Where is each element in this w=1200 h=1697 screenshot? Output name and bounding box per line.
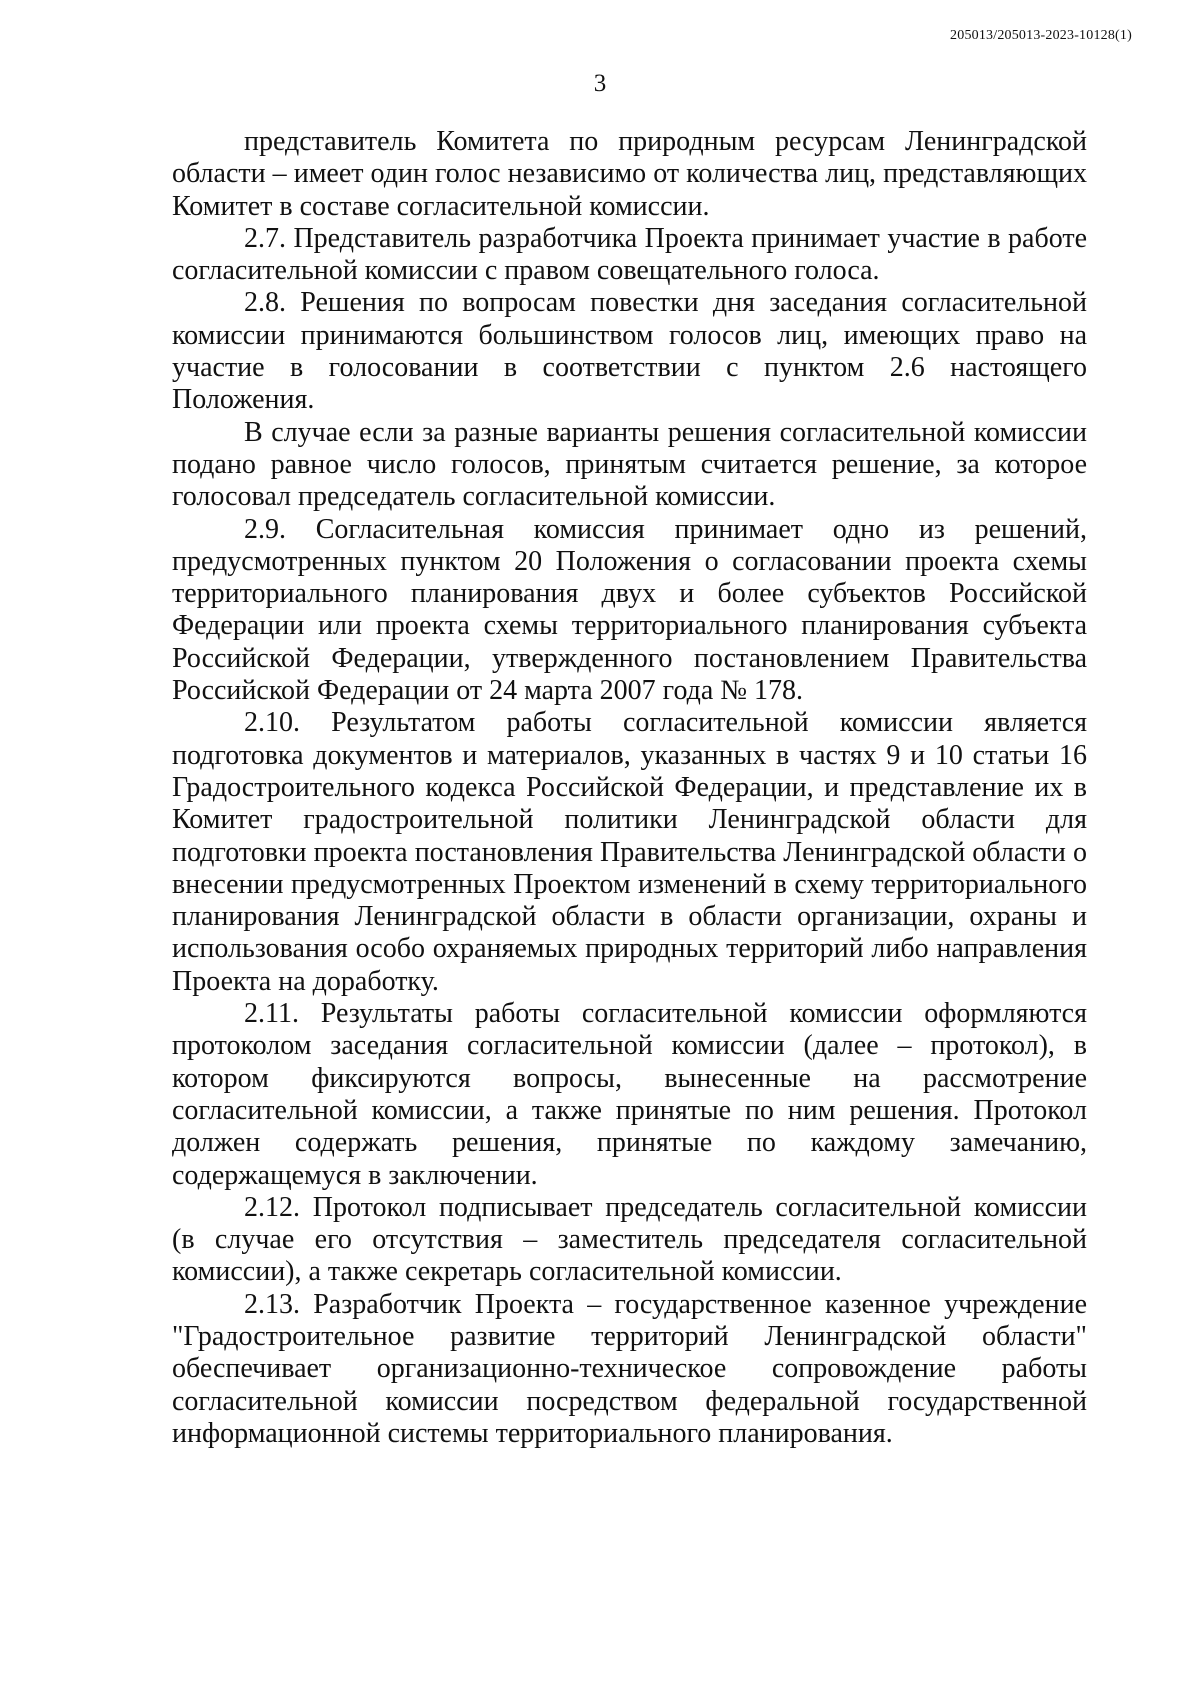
paragraph-2-12: 2.12. Протокол подписывает председатель согласительной комиссии (в случае его отсутствия – заместитель председателя согласительной комиссии), а также секретарь согласительной комиссии. — [172, 1191, 1087, 1288]
page-number: 3 — [593, 70, 607, 97]
paragraph-committee-vote: представитель Комитета по природным ресурсам Ленинградской области – имеет один голос независимо от количества лиц, представляющих Комитет в составе согласительной комиссии. — [172, 126, 1087, 222]
paragraph-2-10: 2.10. Результатом работы согласительной комиссии является подготовка документов и материалов, указанных в частях 9 и 10 статьи 16 Градостроительного кодекса Российской Федерации, и представление их в Комитет градостроительной политики Ленинградской области для подготовки проекта постановления Правительства Ленинградской области о внесении предусмотренных Проектом изменений в схему территориального планирования Ленинградской области в области организации, охраны и использования особо охраняемых природных территорий либо направления Проекта на доработку. — [172, 707, 1087, 997]
paragraph-2-13: 2.13. Разработчик Проекта – государственное казенное учреждение "Градостроительное развитие территорий Ленинградской области" обеспечивает организационно-техническое сопровождение работы согласительной комиссии посредством федеральной государственной информационной системы территориального планирования. — [172, 1288, 1087, 1449]
paragraph-2-9: 2.9. Согласительная комиссия принимает одно из решений, предусмотренных пунктом 20 Положения о согласовании проекта схемы территориального планирования двух и более субъектов Российской Федерации или проекта схемы территориального планирования субъекта Российской Федерации, утвержденного постановлением Правительства Российской Федерации от 24 марта 2007 года № 178. — [172, 513, 1087, 707]
paragraph-2-8: 2.8. Решения по вопросам повестки дня заседания согласительной комиссии принимаются большинством голосов лиц, имеющих право на участие в голосовании в соответствии с пунктом 2.6 настоящего Положения. — [172, 287, 1087, 416]
document-body — [172, 126, 1087, 1450]
document-id: 205013/205013-2023-10128(1) — [950, 28, 1132, 43]
paragraph-tie-vote: В случае если за разные варианты решения согласительной комиссии подано равное число голосов, принятым считается решение, за которое голосовал председатель согласительной комиссии. — [172, 416, 1087, 513]
paragraph-2-7: 2.7. Представитель разработчика Проекта принимает участие в работе согласительной комиссии с правом совещательного голоса. — [172, 222, 1087, 287]
paragraph-2-11: 2.11. Результаты работы согласительной комиссии оформляются протоколом заседания согласительной комиссии (далее – протокол), в котором фиксируются вопросы, вынесенные на рассмотрение согласительной комиссии, а также принятые по ним решения. Протокол должен содержать решения, принятые по каждому замечанию, содержащемуся в заключении. — [172, 998, 1087, 1191]
